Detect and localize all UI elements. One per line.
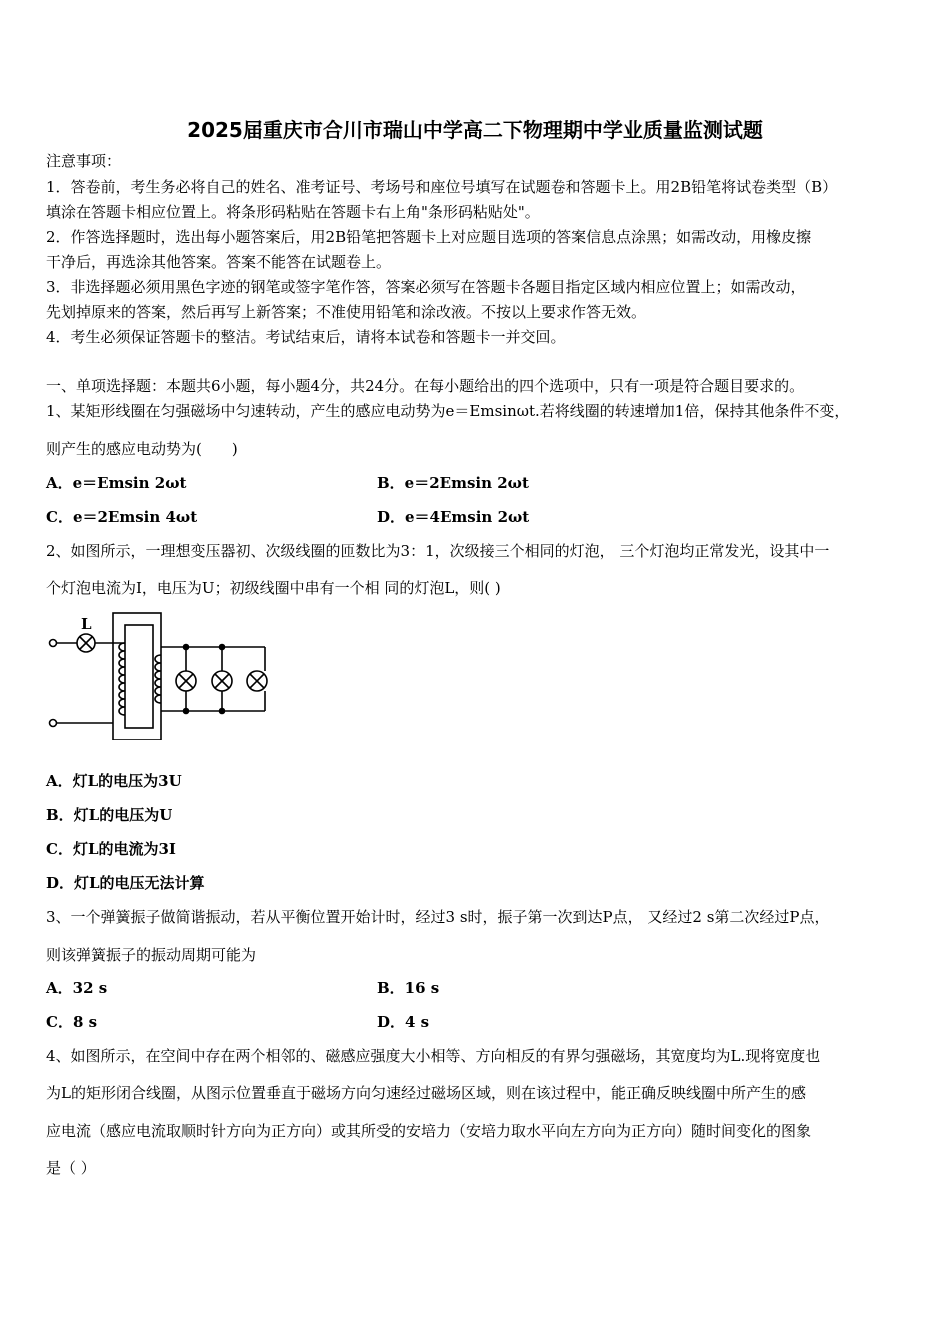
notes-heading: 注意事项： <box>46 152 122 170</box>
q3-option-c: C．8 s <box>46 1013 98 1031</box>
q4-stem: 是（ ） <box>46 1159 96 1177</box>
lamp-label: L <box>81 615 92 633</box>
q4-stem: 4、如图所示，在空间中存在两个相邻的、磁感应强度大小相等、方向相反的有界匀强磁场，其宽度均为L.现将宽度也 <box>46 1047 821 1065</box>
secondary-coil <box>155 655 161 703</box>
q3-option-b: B．16 s <box>377 979 440 997</box>
q1-stem: 则产生的感应电动势为( ) <box>46 440 238 458</box>
q2-stem: 2、如图所示，一理想变压器初、次级线圈的匝数比为3：1，次级接三个相同的灯泡， 三个灯泡均正常发光，设其中一 <box>46 542 830 560</box>
q2-option-a: A．灯L的电压为3U <box>46 772 182 790</box>
lamp-icon <box>77 634 95 652</box>
transformer-circuit-diagram <box>45 605 275 740</box>
q2-option-b: B．灯L的电压为U <box>46 806 173 824</box>
note-line: 干净后，再选涂其他答案。答案不能答在试题卷上。 <box>46 253 392 271</box>
q1-option-d: D．e＝4Emsin 2ωt <box>377 508 530 526</box>
page-title: 2025届重庆市合川市瑞山中学高二下物理期中学业质量监测试题 <box>187 118 763 142</box>
q3-stem: 则该弹簧振子的振动周期可能为 <box>46 946 257 964</box>
primary-coil <box>119 643 125 715</box>
section-heading: 一、单项选择题：本题共6小题，每小题4分，共24分。在每小题给出的四个选项中，只有一项是符合题目要求的。 <box>46 377 805 395</box>
q1-option-b: B．e＝2Emsin 2ωt <box>377 474 529 492</box>
q1-option-a: A．e＝Emsin 2ωt <box>46 474 187 492</box>
q2-stem: 个灯泡电流为I，电压为U；初级线圈中串有一个相 同的灯泡L，则( ) <box>46 579 501 597</box>
q3-option-a: A．32 s <box>46 979 108 997</box>
q2-option-c: C．灯L的电流为3I <box>46 840 176 858</box>
q1-option-c: C．e＝2Emsin 4ωt <box>46 508 198 526</box>
q3-stem: 3、一个弹簧振子做简谐振动，若从平衡位置开始计时，经过3 s时，振子第一次到达P点， 又经过2 s第二次经过P点， <box>46 908 830 926</box>
terminal <box>50 720 57 727</box>
q3-option-d: D．4 s <box>377 1013 430 1031</box>
q1-stem: 1、某矩形线圈在匀强磁场中匀速转动，产生的感应电动势为e＝Emsinωt.若将线圈的转速增加1倍，保持其他条件不变， <box>46 402 850 420</box>
note-line: 先划掉原来的答案，然后再写上新答案；不准使用铅笔和涂改液。不按以上要求作答无效。 <box>46 303 647 321</box>
lamp-icon <box>176 671 196 691</box>
note-line: 2．作答选择题时，选出每小题答案后，用2B铅笔把答题卡上对应题目选项的答案信息点涂黑；如需改动，用橡皮擦 <box>46 228 812 246</box>
lamp-icon <box>247 671 267 691</box>
note-line: 填涂在答题卡相应位置上。将条形码粘贴在答题卡右上角"条形码粘贴处"。 <box>46 203 540 221</box>
q2-option-d: D．灯L的电压无法计算 <box>46 874 205 892</box>
q4-stem: 为L的矩形闭合线圈，从图示位置垂直于磁场方向匀速经过磁场区域，则在该过程中，能正确反映线圈中所产生的感 <box>46 1084 806 1102</box>
lamp-icon <box>212 671 232 691</box>
q4-stem: 应电流（感应电流取顺时针方向为正方向）或其所受的安培力（安培力取水平向左方向为正方向）随时间变化的图象 <box>46 1122 812 1140</box>
note-line: 1．答卷前，考生务必将自己的姓名、准考证号、考场号和座位号填写在试题卷和答题卡上。用2B铅笔将试卷类型（B） <box>46 178 838 196</box>
terminal <box>50 640 57 647</box>
note-line: 4．考生必须保证答题卡的整洁。考试结束后，请将本试卷和答题卡一并交回。 <box>46 328 566 346</box>
note-line: 3．非选择题必须用黑色字迹的钢笔或签字笔作答，答案必须写在答题卡各题目指定区域内相应位置上；如需改动， <box>46 278 806 296</box>
